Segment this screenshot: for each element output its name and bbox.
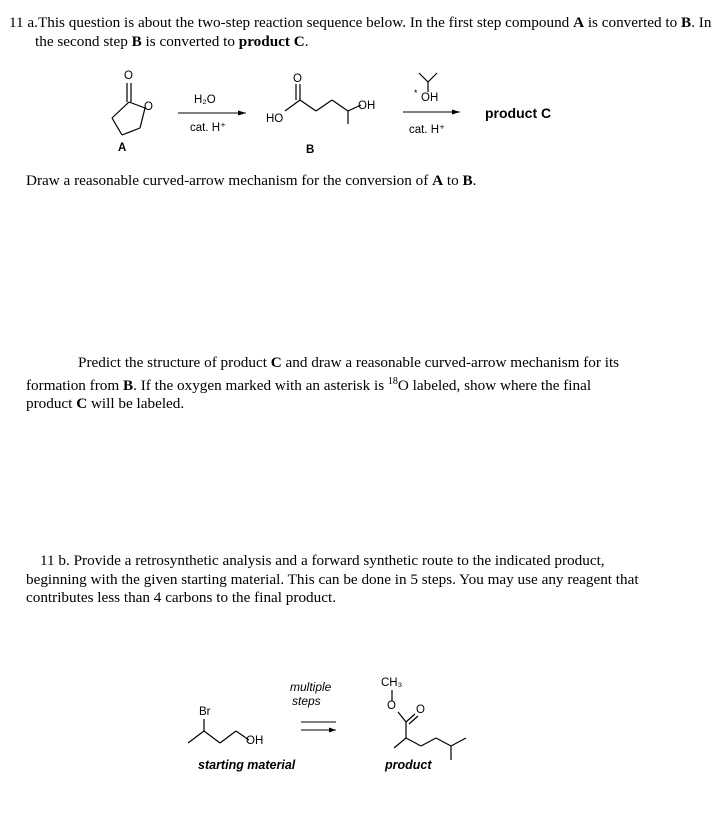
- task-text: to: [443, 172, 463, 189]
- label-asterisk: *: [414, 88, 418, 98]
- task-compound-b: B: [462, 172, 473, 189]
- hydroxyl-label: OH: [246, 735, 264, 747]
- task-text: O labeled, show where the final product: [26, 376, 592, 413]
- compound-a-label: A: [118, 142, 127, 154]
- task-compound-b: B: [123, 376, 134, 394]
- reagent-isopropanol-oh: OH: [421, 92, 439, 104]
- intro-product-c: product C: [238, 32, 305, 50]
- task-product-c: C: [270, 354, 282, 371]
- task-text: .: [472, 172, 477, 189]
- arrow-text-multiple: multiple: [290, 680, 332, 694]
- compound-b-label: B: [306, 144, 315, 156]
- ether-oxygen-label: O: [387, 700, 396, 712]
- question-number: 11 a.: [9, 14, 38, 31]
- intro-text: is converted to: [141, 32, 239, 50]
- isotope-superscript: 18: [387, 375, 398, 387]
- task-text: and draw a reasonable curved-arrow mechanism for its formation from: [26, 354, 620, 394]
- product-structure: [392, 690, 466, 760]
- reagent-water: H₂O: [194, 94, 216, 106]
- bromine-label: Br: [199, 706, 211, 718]
- task-text: . If the oxygen marked with an asterisk is: [133, 376, 388, 394]
- ring-oxygen-a: O: [144, 101, 153, 113]
- methyl-label: CH₃: [381, 677, 403, 689]
- multiple-steps-arrow: [301, 722, 336, 733]
- intro-compound-b: B: [681, 14, 692, 31]
- intro-text: . In the second step: [35, 14, 712, 50]
- product-label: product: [385, 758, 432, 772]
- carbonyl-oxygen-label: O: [416, 704, 425, 716]
- intro-text: is converted to: [584, 14, 682, 31]
- starting-material-structure: [188, 719, 249, 743]
- task-text: Predict the structure of product: [78, 354, 271, 371]
- carbonyl-oxygen-b: O: [293, 73, 302, 85]
- reagent-acid-2: cat. H⁺: [409, 124, 446, 136]
- intro-text: This question is about the two-step reaction sequence below. In the first step compound: [37, 14, 574, 31]
- reagent-acid-1: cat. H⁺: [190, 122, 227, 134]
- question-11b-body: 11 b. Provide a retrosynthetic analysis and a forward synthetic route to the indicated product, beginning with the given starting material. This can be done in 5 steps. You may use any reagent that contributes less than 4 carbons to the final product.: [26, 552, 639, 606]
- task-product-c: C: [76, 395, 88, 413]
- task-text: will be labeled.: [87, 395, 185, 413]
- hydroxyl-label-oh: OH: [358, 100, 376, 112]
- arrow-text-steps: steps: [292, 694, 321, 708]
- product-c-label: product C: [485, 105, 552, 121]
- intro-text: .: [304, 32, 309, 50]
- intro-compound-b: B: [131, 32, 142, 50]
- carbonyl-oxygen-a: O: [124, 70, 133, 82]
- intro-compound-a: A: [573, 14, 585, 31]
- hydroxyl-label-ho: HO: [266, 113, 284, 125]
- task-compound-a: A: [432, 172, 444, 189]
- task-text: Draw a reasonable curved-arrow mechanism for the conversion of: [26, 172, 433, 189]
- starting-material-label: starting material: [198, 758, 296, 772]
